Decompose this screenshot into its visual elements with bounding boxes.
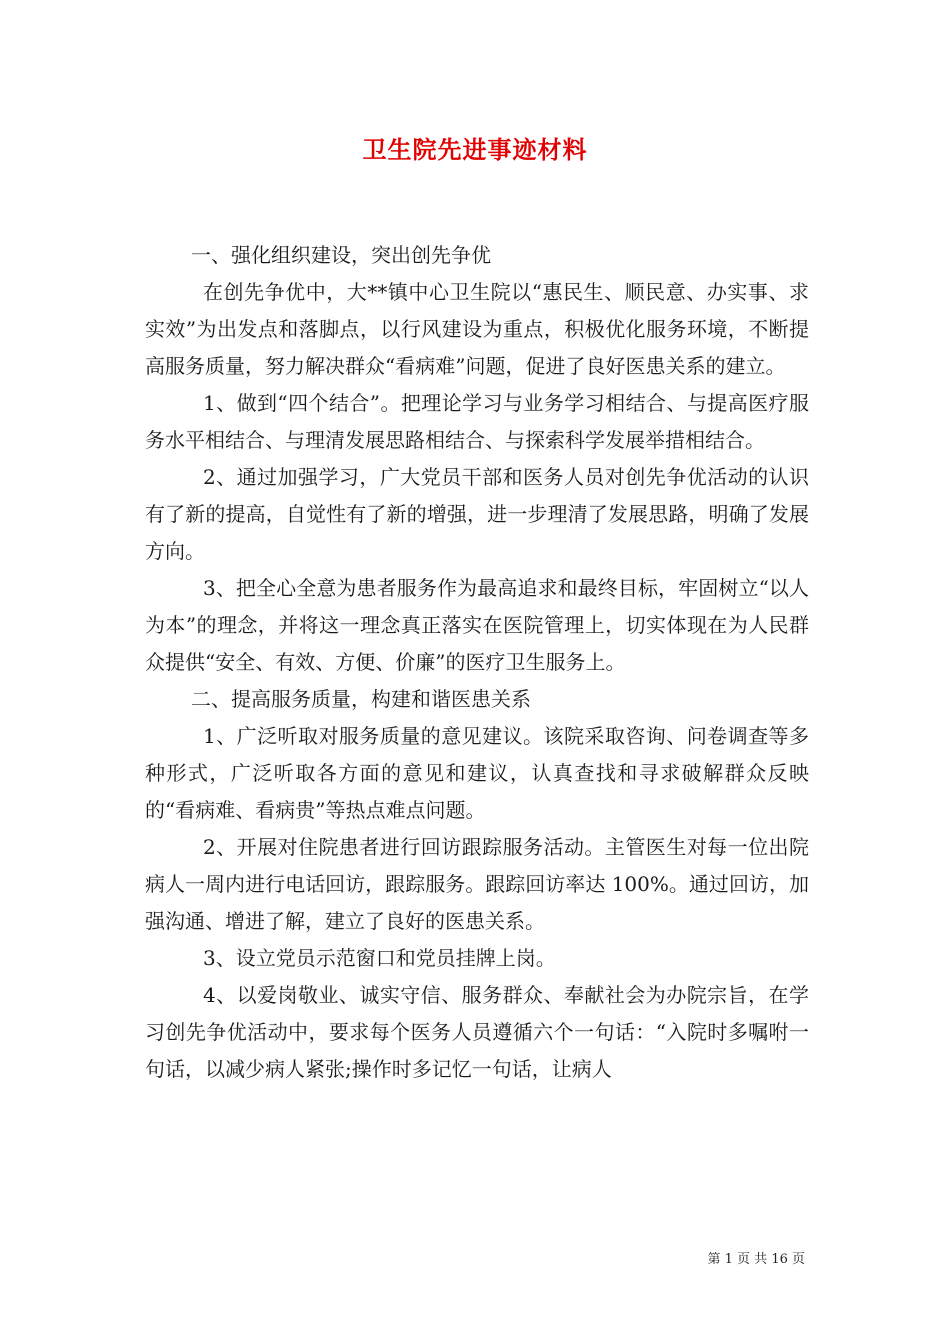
paragraph-item-2-1: 1、广泛听取对服务质量的意见建议。该院采取咨询、问卷调查等多种形式，广泛听取各方面的意见和建议，认真查找和寻求破解群众反映的“看病难、看病贵”等热点难点问题。 (145, 724, 809, 822)
paragraph-item-2-2: 2、开展对住院患者进行回访跟踪服务活动。主管医生对每一位出院病人一周内进行电话回访，跟踪服务。跟踪回访率达 100%。通过回访，加强沟通、增进了解，建立了良好的医患关系。 (145, 835, 809, 933)
paragraph-item-2-4: 4、以爱岗敬业、诚实守信、服务群众、奉献社会为办院宗旨，在学习创先争优活动中，要求每个医务人员遵循六个一句话：“入院时多嘱咐一句话，以减少病人紧张;操作时多记忆一句话，让病人 (145, 983, 809, 1081)
section-heading-1: 一、强化组织建设，突出创先争优 (191, 243, 491, 267)
section-heading-2: 二、提高服务质量，构建和谐医患关系 (191, 687, 531, 711)
page-number-footer: 第 1 页 共 16 页 (707, 1252, 805, 1267)
paragraph-item-1-2: 2、通过加强学习，广大党员干部和医务人员对创先争优活动的认识有了新的提高，自觉性有了新的增强，进一步理清了发展思路，明确了发展方向。 (145, 465, 809, 563)
paragraph-item-1-1: 1、做到“四个结合”。把理论学习与业务学习相结合、与提高医疗服务水平相结合、与理清发展思路相结合、与探索科学发展举措相结合。 (145, 391, 809, 452)
document-title: 卫生院先进事迹材料 (362, 135, 588, 164)
paragraph-intro: 在创先争优中，大**镇中心卫生院以“惠民生、顺民意、办实事、求实效”为出发点和落脚点，以行风建设为重点，积极优化服务环境，不断提高服务质量，努力解决群众“看病难”问题，促进了良好医患关系的建立。 (145, 280, 809, 378)
paragraph-item-2-3: 3、设立党员示范窗口和党员挂牌上岗。 (203, 946, 556, 970)
paragraph-item-1-3: 3、把全心全意为患者服务作为最高追求和最终目标，牢固树立“以人为本”的理念，并将这一理念真正落实在医院管理上，切实体现在为人民群众提供“安全、有效、方便、价廉”的医疗卫生服务上。 (145, 576, 809, 674)
document-body (145, 237, 809, 1088)
